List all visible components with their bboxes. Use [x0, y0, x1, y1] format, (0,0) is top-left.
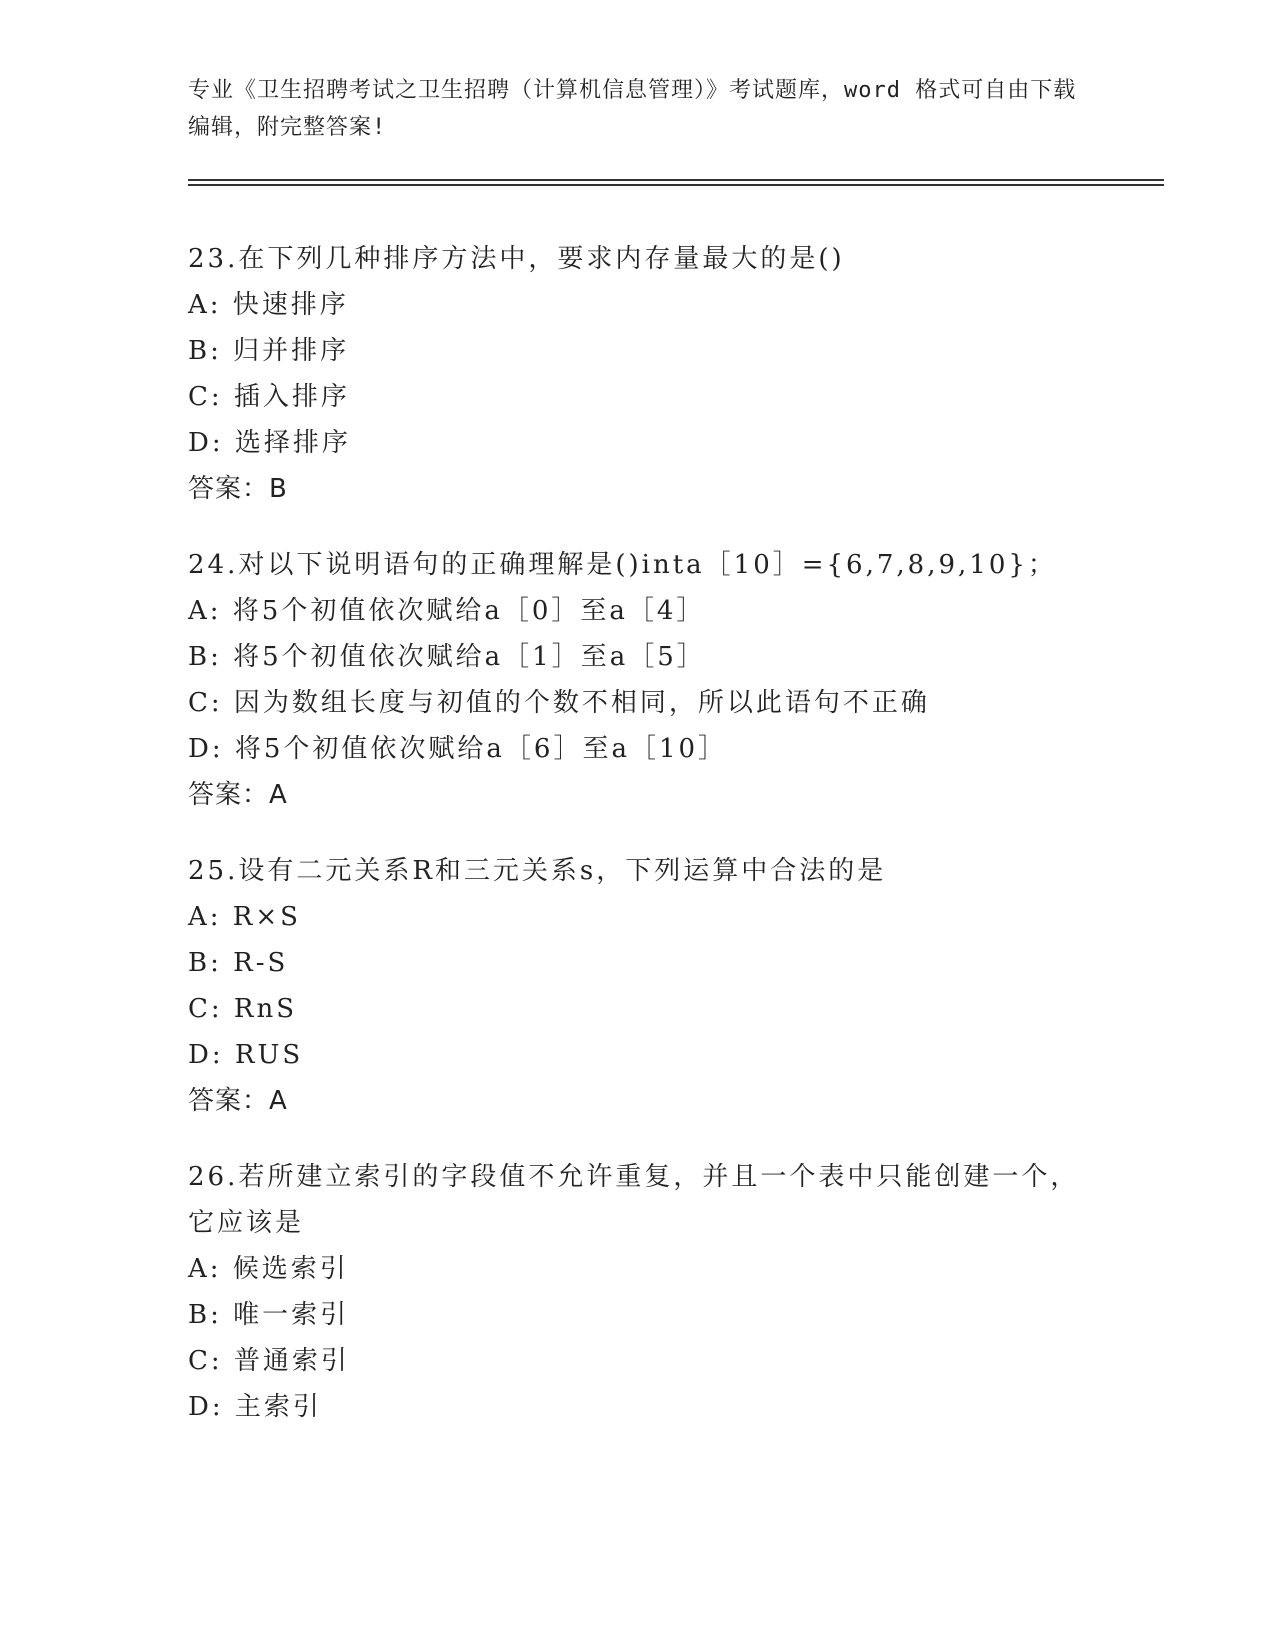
option-d: D: 选择排序 — [188, 428, 351, 458]
option-c: C: 插入排序 — [188, 382, 350, 412]
option-d: D: 将5个初值依次赋给a［6］至a［10］ — [188, 734, 728, 764]
option-c: C: RnS — [188, 994, 298, 1024]
option-b: B: 归并排序 — [188, 336, 350, 366]
option-a: A: R×S — [188, 902, 301, 932]
answer-line: 答案：A — [188, 1086, 288, 1116]
option-c: C: 普通索引 — [188, 1346, 350, 1376]
option-b: B: 唯一索引 — [188, 1300, 350, 1330]
question-25 — [188, 848, 1088, 1124]
option-b: B: 将5个初值依次赋给a［1］至a［5］ — [188, 642, 706, 672]
option-c: C: 因为数组长度与初值的个数不相同，所以此语句不正确 — [188, 688, 930, 718]
option-d: D: 主索引 — [188, 1392, 322, 1422]
answer-line: 答案：B — [188, 474, 288, 504]
question-26 — [188, 1154, 1088, 1430]
document-header: 专业《卫生招聘考试之卫生招聘（计算机信息管理）》考试题库，word 格式可自由下载编辑，附完整答案! — [188, 78, 1077, 140]
question-23 — [188, 236, 1088, 512]
question-list — [188, 236, 1088, 1460]
question-24 — [188, 542, 1088, 818]
question-stem: 26.若所建立索引的字段值不允许重复，并且一个表中只能创建一个，它应该是 — [188, 1162, 1080, 1238]
option-a: A: 快速排序 — [188, 290, 349, 320]
header-rule-top — [188, 179, 1164, 181]
question-stem: 23.在下列几种排序方法中，要求内存量最大的是() — [188, 244, 845, 274]
option-d: D: RUS — [188, 1040, 304, 1070]
answer-line: 答案：A — [188, 780, 288, 810]
question-stem: 25.设有二元关系R和三元关系s，下列运算中合法的是 — [188, 856, 887, 886]
question-stem: 24.对以下说明语句的正确理解是()inta［10］={6,7,8,9,10}； — [188, 550, 1057, 580]
header-rule-bottom — [188, 184, 1164, 186]
option-b: B: R-S — [188, 948, 289, 978]
option-a: A: 将5个初值依次赋给a［0］至a［4］ — [188, 596, 706, 626]
option-a: A: 候选索引 — [188, 1254, 349, 1284]
